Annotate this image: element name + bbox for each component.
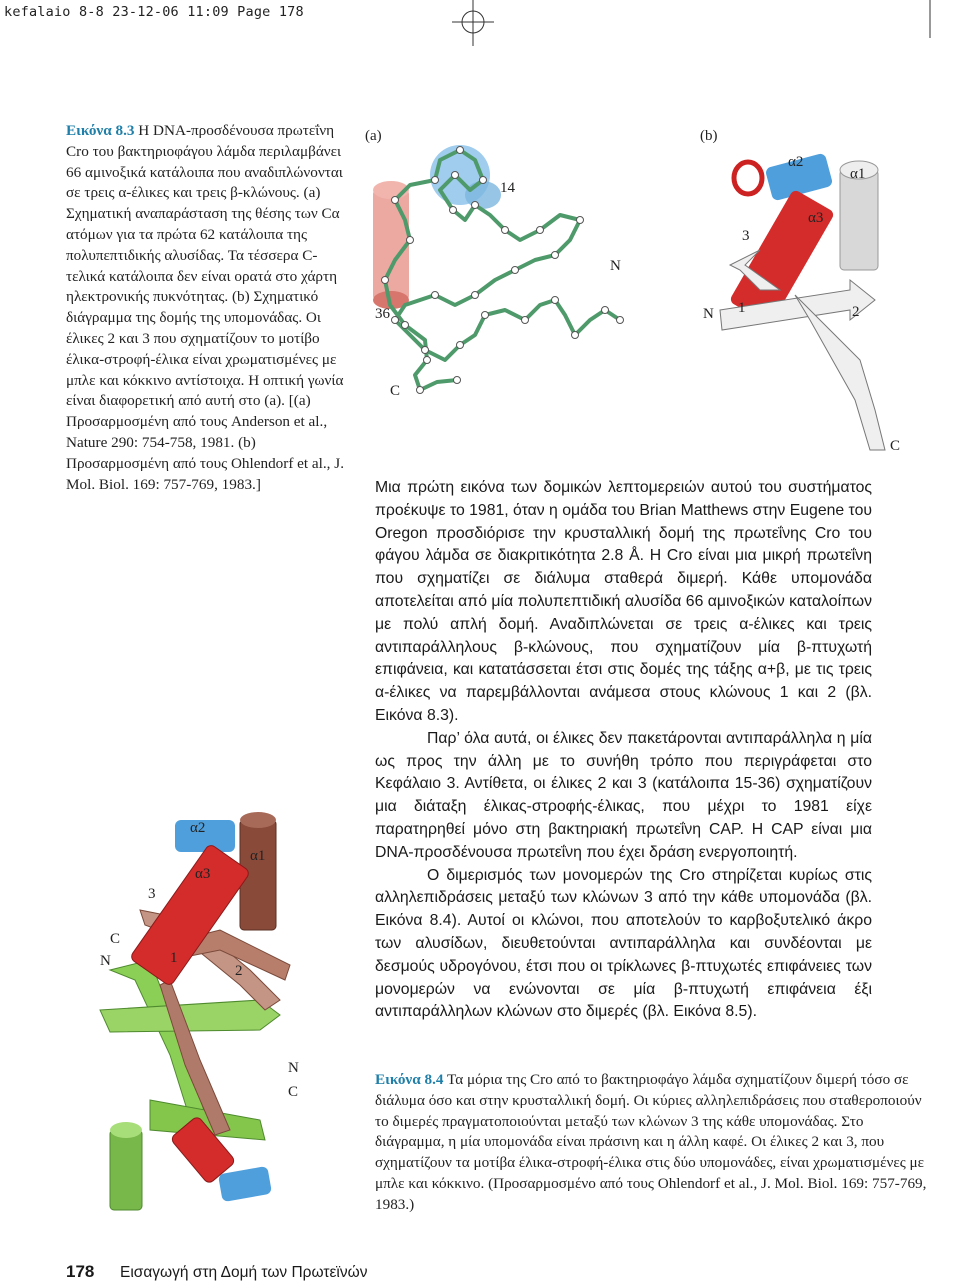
body-text [375,477,872,1024]
page-number: 178 [66,1262,95,1281]
registration-mark-icon [448,0,498,50]
fig84-label-1: 1 [170,950,178,966]
book-title: Εισαγωγή στη Δομή των Πρωτεϊνών [120,1264,368,1281]
panel-b-label-a2: α2 [788,154,804,170]
panel-b-tag: (b) [700,128,718,144]
figure-8-4-label: Εικόνα 8.4 [375,1071,444,1088]
panel-b-label-n: N [703,306,714,322]
panel-a-label-14: 14 [500,180,515,196]
fig84-label-3: 3 [148,886,156,902]
fig84-label-n-bottom: N [288,1060,299,1076]
panel-b-label-2: 2 [852,304,860,320]
panel-a-label-36: 36 [375,306,390,322]
fig84-label-a2: α2 [190,820,206,836]
body-paragraph-2: Παρ’ όλα αυτά, οι έλικες δεν πακετάρονται αντιπαράλληλα η μία ως προς την άλλη με το συνήθη τρόπο που περιγράφεται στο Κεφάλαιο 3. Αντίθετα, οι έλικες 2 και 3 (κατάλοιπα 15-36) σχηματίζουν μια διάταξη έλικας-στροφής-έλικας, που μέχρι το 1981 είχε παρατηρηθεί μόνο στη βακτηριακή πρωτεΐνη CAP. Η CAP είναι μια DNA-προσδένουσα πρωτεΐνη που έχει δράση ενεργοποιητή. [375,729,872,861]
panel-a-tag: (a) [365,128,382,144]
figure-8-3b-ribbon-diagram [700,120,910,455]
body-paragraph-1: Μια πρώτη εικόνα των δομικών λεπτομερειών αυτού του συστήματος προέκυψε το 1981, όταν η ομάδα του Brian Matthews στην Eugene του Oregon προσδιόρισε την κρυσταλλική δομή της πρωτεΐνης Cro του φάγου λάμδα σε διακριτικότητα 2.8 Å. Η Cro είναι μια μικρή πρωτεΐνη που σχηματίζει σε διάλυμα σταθερά διμερή. Κάθε υπομονάδα αποτελείται από μία πολυπεπτιδική αλυσίδα 66 αμινοξικών καταλοίπων με πολύ απλή δομή. Αναδιπλώνεται σε τρεις α-έλικες και τρεις αντιπαράλληλους β-κλώνους, που σχηματίζουν μία β-πτυχωτή επιφάνεια, και κατατάσσεται έτσι στις δομές της τάξης α+β, με τις τρεις α-έλικες να παρεμβάλλονται ανάμεσα στους κλώνους 1 και 2 (βλ. Εικόνα 8.3). [375,479,873,724]
fig84-label-c-bottom: C [288,1084,299,1100]
figure-8-3-caption: Η DNA-προσδένουσα πρωτεΐνη Cro του βακτηριοφάγου λάμδα περιλαμβάνει 66 αμινοξικά κατάλοιπα που αναδιπλώνονται σε τρεις α-έλικες και τρεις β-κλώνους. (a) Σχηματική αναπαράσταση της θέσης των Cα ατόμων για τα πρώτα 62 κατάλοιπα της πολυπεπτιδικής αλυσίδας. Τα τέσσερα C-τελικά κατάλοιπα δεν είναι ορατά στο χάρτη ηλεκτρονικής πυκνότητας. (b) Σχηματικό διάγραμμα της δομής της υπομονάδας. Οι έλικες 2 και 3 που σχηματίζουν το μοτίβο έλικα-στροφή-έλικα είναι χρωματισμένες με μπλε και κόκκινο αντίστοιχα. Η οπτική γωνία είναι διαφορετική από αυτή στο (a). [(a) Προσαρμοσμένη από τους Anderson et al., Nature 290: 754-758, 1981. (b) Προσαρμοσμένη από τους Ohlendorf et al., J. Mol. Biol. 169: 757-769, 1983.] [66,122,344,493]
running-header: kefalaio 8-8 23-12-06 11:09 Page 178 [4,4,304,20]
figure-8-4-caption: Τα μόρια της Cro από το βακτηριοφάγο λάμδα σχηματίζουν διμερή τόσο σε διάλυμα όσο και στην κρυσταλλική δομή. Οι κύριες αλληλεπιδράσεις που σταθεροποιούν το διμερές πραγματοποιούνται μεταξύ των κλώνων 3 της κάθε υπομονάδας. Στο διάγραμμα, η μία υπομονάδα είναι πράσινη και η άλλη καφέ. Οι έλικες 2 και 3, που σχηματίζουν τα μοτίβα έλικα-στροφή-έλικα στις δύο υπομονάδες, είναι χρωματισμένες με μπλε και κόκκινο. (Προσαρμοσμένο από τους Ohlendorf et al., J. Mol. Biol. 169: 757-769, 1983.) [375,1071,927,1213]
fig84-label-n-top: N [100,953,111,969]
helix-alpha1-cylinder [373,181,409,309]
panel-b-label-c: C [890,438,901,454]
figure-8-3a-calpha-trace [365,120,695,420]
fig84-label-2: 2 [235,963,243,979]
panel-a-label-c: C [390,383,401,399]
crop-mark-icon [925,0,960,40]
figure-8-3-label: Εικόνα 8.3 [66,122,135,139]
panel-a-label-n: N [610,258,621,274]
panel-b-label-1: 1 [738,300,746,316]
body-paragraph-3: Ο διμερισμός των μονομερών της Cro στηρίζεται κυρίως στις αλληλεπιδράσεις μεταξύ των κλώνων 3 από την κάθε υπομονάδα (βλ. Εικόνα 8.4). Αυτοί οι κλώνοι, που αποτελούν το καρβοξυτελικό άκρο των αλυσίδων, διευθετούνται αντιπαράλληλα και συνδέονται με δεσμούς υδρογόνου, έτσι που οι τρίκλωνες β-πτυχωτές επιφάνειες των μονομερών να ενώνονται σε μία β-πτυχωτή επιφάνεια έξι αντιπαράλληλων κλώνων στο διμερές (βλ. Εικόνα 8.5). [375,866,872,1021]
figure-8-3-caption-block [66,121,348,495]
fig84-label-a3: α3 [195,866,211,882]
fig84-label-a1: α1 [250,848,266,864]
figure-8-4-caption-block [375,1070,935,1216]
panel-b-label-3: 3 [742,228,750,244]
fig84-label-c-top: C [110,931,121,947]
figure-8-4-dimer-diagram [90,800,330,1240]
panel-b-label-a1: α1 [850,166,866,182]
panel-b-label-a3: α3 [808,210,824,226]
